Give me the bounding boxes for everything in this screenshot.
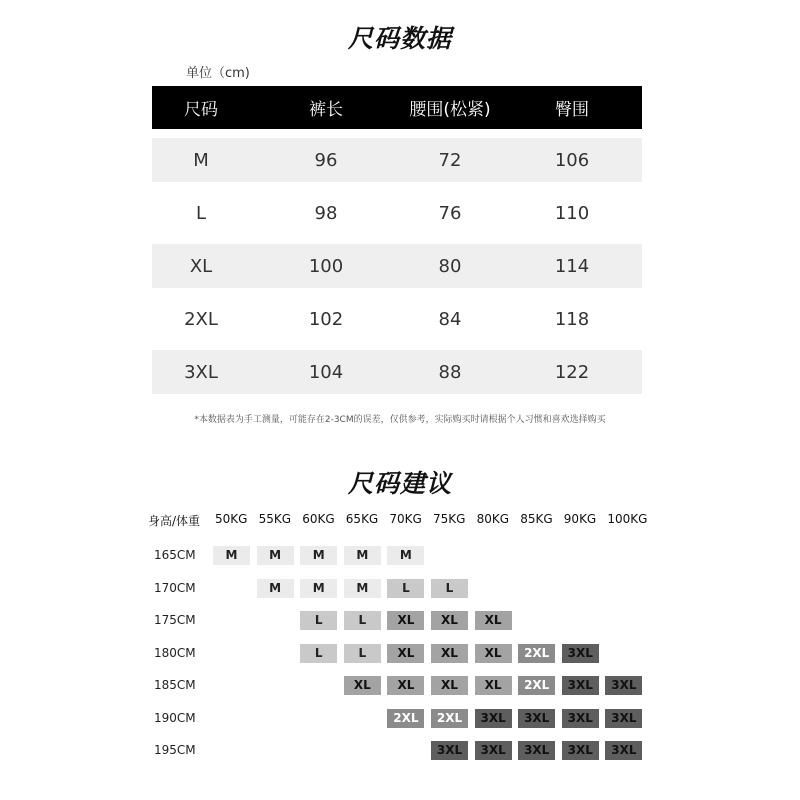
size-cell: 2XL xyxy=(431,709,468,728)
weight-header: 65KG xyxy=(345,512,379,526)
height-label: 180CM xyxy=(154,645,196,660)
size-cell: M xyxy=(300,579,337,598)
header-length: 裤长 xyxy=(309,100,343,120)
header-size: 尺码 xyxy=(184,100,218,120)
size-cell: XL xyxy=(387,611,424,630)
size-cell: 3XL xyxy=(605,709,642,728)
size-cell: 3XL xyxy=(562,676,599,695)
cell-length: 104 xyxy=(308,361,344,383)
size-cell: L xyxy=(431,579,468,598)
measurement-note: *本数据表为手工测量，可能存在2-3CM的误差，仅供参考，实际购买时请根据个人习惯和喜欢选择购买 xyxy=(194,415,606,425)
cell-size: L xyxy=(195,202,207,224)
size-cell: 2XL xyxy=(518,676,555,695)
weight-header: 75KG xyxy=(433,512,466,526)
header-waist: 腰围(松紧) xyxy=(409,100,491,120)
size-cell: XL xyxy=(431,611,468,630)
cell-size: XL xyxy=(189,255,213,277)
size-cell: 3XL xyxy=(518,709,555,728)
weight-header: 55KG xyxy=(258,512,292,526)
cell-waist: 80 xyxy=(438,255,462,277)
size-cell: XL xyxy=(387,644,424,663)
cell-length: 98 xyxy=(314,202,338,224)
cell-hip: 118 xyxy=(554,308,590,330)
size-cell: 3XL xyxy=(431,741,468,760)
weight-header: 80KG xyxy=(476,512,510,526)
table-row xyxy=(152,191,642,235)
size-cell: 3XL xyxy=(562,709,599,728)
cell-length: 96 xyxy=(314,149,338,171)
size-cell: L xyxy=(344,644,381,663)
cell-waist: 84 xyxy=(438,308,462,330)
table-row xyxy=(152,244,642,288)
cell-waist: 88 xyxy=(438,361,462,383)
size-cell: XL xyxy=(475,611,512,630)
size-cell: XL xyxy=(431,676,468,695)
size-cell: M xyxy=(300,546,337,565)
weight-header: 90KG xyxy=(563,512,597,526)
header-hip: 臀围 xyxy=(555,100,589,120)
cell-hip: 114 xyxy=(554,255,590,277)
cell-waist: 72 xyxy=(438,149,462,171)
cell-size: 2XL xyxy=(184,308,218,330)
size-cell: L xyxy=(387,579,424,598)
size-cell: 3XL xyxy=(475,741,512,760)
height-label: 165CM xyxy=(154,548,196,562)
table-row xyxy=(152,297,642,341)
cell-size: M xyxy=(193,149,209,171)
size-cell: XL xyxy=(475,644,512,663)
height-label: 170CM xyxy=(154,580,196,595)
weight-header: 100KG xyxy=(607,512,648,526)
size-cell: 2XL xyxy=(518,644,555,663)
size-cell: XL xyxy=(344,676,381,695)
table-row xyxy=(152,138,642,182)
size-cell: M xyxy=(344,579,381,598)
cell-hip: 106 xyxy=(554,149,590,171)
cell-length: 100 xyxy=(308,255,344,277)
size-data-title: 尺码数据 xyxy=(347,24,452,53)
weight-header: 60KG xyxy=(302,512,335,526)
size-cell: 3XL xyxy=(605,676,642,695)
size-cell: M xyxy=(213,546,250,565)
size-cell: M xyxy=(257,546,294,565)
size-cell: L xyxy=(300,611,337,630)
size-cell: XL xyxy=(431,644,468,663)
size-cell: XL xyxy=(387,676,424,695)
table-row xyxy=(152,350,642,394)
weight-header: 50KG xyxy=(215,512,248,526)
height-label: 175CM xyxy=(154,613,196,627)
corner-label: 身高/体重 xyxy=(148,514,201,528)
weight-header: 85KG xyxy=(520,512,553,526)
size-cell: XL xyxy=(475,676,512,695)
size-cell: 3XL xyxy=(562,741,599,760)
size-data-table xyxy=(152,86,642,394)
cell-size: 3XL xyxy=(184,361,218,383)
height-label: 190CM xyxy=(154,710,196,725)
unit-label: 单位（cm) xyxy=(186,66,250,81)
size-cell: 3XL xyxy=(562,644,599,663)
cell-hip: 110 xyxy=(554,202,590,224)
cell-hip: 122 xyxy=(554,361,590,383)
size-advice-title: 尺码建议 xyxy=(347,469,452,498)
cell-waist: 76 xyxy=(438,202,462,224)
height-label: 195CM xyxy=(154,743,196,757)
size-table-header xyxy=(152,86,642,129)
size-cell: M xyxy=(344,546,381,565)
size-cell: M xyxy=(257,579,294,598)
size-cell: L xyxy=(344,611,381,630)
size-cell: L xyxy=(300,644,337,663)
size-cell: 3XL xyxy=(475,709,512,728)
weight-header: 70KG xyxy=(389,512,422,526)
size-cell: 3XL xyxy=(518,741,555,760)
size-cell: 2XL xyxy=(387,709,424,728)
cell-length: 102 xyxy=(308,308,344,330)
size-cell: 3XL xyxy=(605,741,642,760)
height-label: 185CM xyxy=(154,678,196,692)
size-cell: M xyxy=(387,546,424,565)
